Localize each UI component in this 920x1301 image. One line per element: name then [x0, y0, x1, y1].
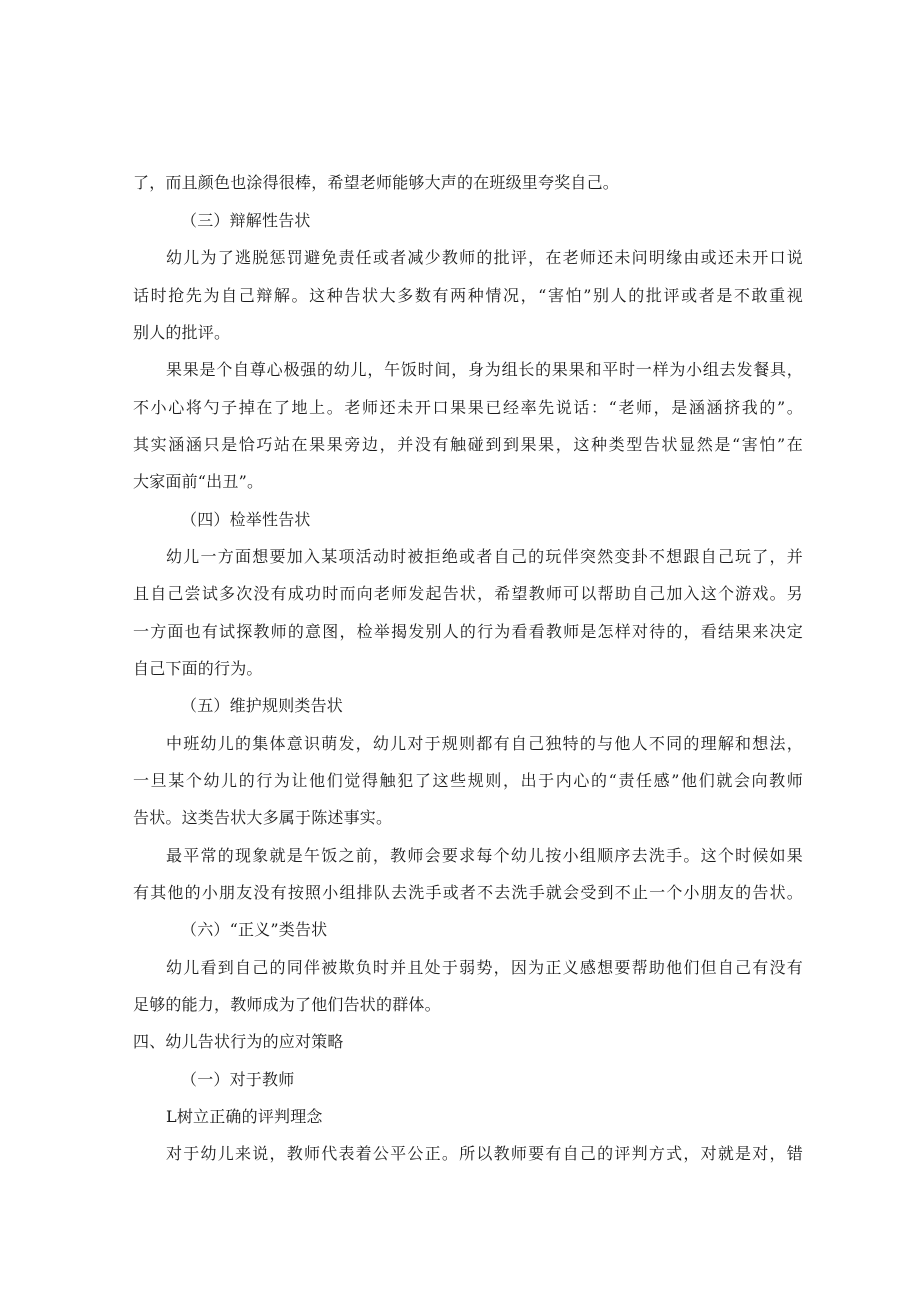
paragraph-line: 有其他的小朋友没有按照小组排队去洗手或者不去洗手就会受到不止一个小朋友的告状。 [133, 883, 803, 902]
list-item-heading: L树立正确的评判理念 [166, 1107, 323, 1126]
subheading-for-teachers: （一）对于教师 [181, 1070, 295, 1089]
paragraph-line: 话时抢先为自己辩解。这种告状大多数有两种情况，“害怕”别人的批评或者是不敢重视 [133, 286, 803, 305]
section-heading-coping-strategies: 四、幼儿告状行为的应对策略 [133, 1032, 344, 1051]
paragraph-line: 大家面前“出丑”。 [133, 472, 264, 491]
paragraph-line: 别人的批评。 [133, 323, 231, 342]
paragraph-line: 其实涵涵只是恰巧站在果果旁边，并没有触碰到到果果，这种类型告状显然是“害怕”在 [133, 435, 803, 454]
paragraph-line: 一旦某个幼儿的行为让他们觉得触犯了这些规则，出于内心的“责任感”他们就会向教师 [133, 771, 803, 790]
paragraph-line: 告状。这类告状大多属于陈述事实。 [133, 808, 393, 827]
paragraph-line: 幼儿一方面想要加入某项活动时被拒绝或者自己的玩伴突然变卦不想跟自己玩了，并 [166, 547, 803, 566]
paragraph-line: 中班幼儿的集体意识萌发，幼儿对于规则都有自己独特的与他人不同的理解和想法， [166, 734, 803, 753]
paragraph-line: 自己下面的行为。 [133, 659, 263, 678]
paragraph-line: 一方面也有试探教师的意图，检举揭发别人的行为看看教师是怎样对待的，看结果来决定 [133, 622, 803, 641]
subheading-reporting-tattling: （四）检举性告状 [181, 510, 311, 529]
paragraph-line: 幼儿看到自己的同伴被欺负时并且处于弱势，因为正义感想要帮助他们但自己有没有 [166, 958, 803, 977]
subheading-justice-tattling: （六）“正义”类告状 [181, 920, 328, 939]
subheading-defensive-tattling: （三）辩解性告状 [181, 211, 311, 230]
paragraph-line: 足够的能力，教师成为了他们告状的群体。 [133, 995, 441, 1014]
paragraph-line: 果果是个自尊心极强的幼儿，午饭时间，身为组长的果果和平时一样为小组去发餐具， [166, 360, 803, 379]
paragraph-line: 最平常的现象就是午饭之前，教师会要求每个幼儿按小组顺序去洗手。这个时候如果 [166, 846, 803, 865]
paragraph-line: 不小心将勺子掉在了地上。老师还未开口果果已经率先说话：“老师，是涵涵挤我的”。 [133, 398, 803, 417]
paragraph-line: 且自己尝试多次没有成功时而向老师发起告状，希望教师可以帮助自己加入这个游戏。另 [133, 584, 803, 603]
paragraph-line: 对于幼儿来说，教师代表着公平公正。所以教师要有自己的评判方式，对就是对，错 [166, 1144, 803, 1163]
paragraph-line: 了，而且颜色也涂得很棒，希望老师能够大声的在班级里夸奖自己。 [133, 173, 620, 192]
subheading-rule-maintenance-tattling: （五）维护规则类告状 [181, 696, 344, 715]
paragraph-line: 幼儿为了逃脱惩罚避免责任或者减少教师的批评，在老师还未问明缘由或还未开口说 [166, 248, 803, 267]
